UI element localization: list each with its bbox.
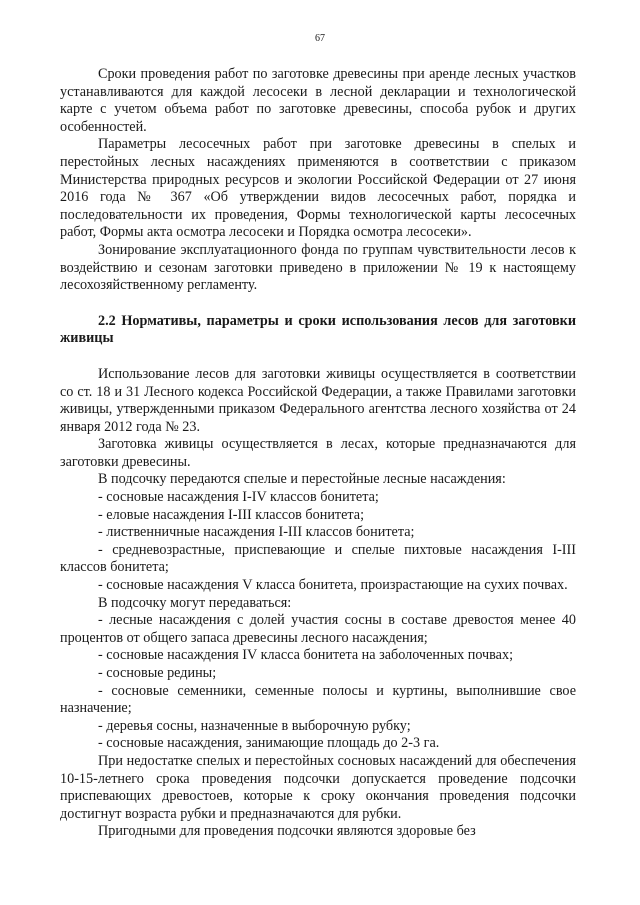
section-heading: 2.2 Нормативы, параметры и сроки использования лесов для заготовки живицы xyxy=(60,312,576,347)
list-item: - лиственничные насаждения I-III классов бонитета; xyxy=(98,524,415,541)
paragraph-shortage: При недостатке спелых и перестойных сосновых насаждений для обеспечения 10-15-летнего срока проведения подсочки допускается проведение подсочки приспевающих древостоев, которые к сроку окончания проведения подсочки достигнут возраста рубки и предназначаются для рубки. xyxy=(60,752,576,822)
list-item: - сосновые насаждения, занимающие площадь до 2-3 га. xyxy=(98,735,440,752)
list-item: - лесные насаждения с долей участия сосны в составе древостоя менее 40 процентов от общего запаса древесины лесного насаждения; xyxy=(60,612,576,646)
paragraph-resin-forests: Заготовка живицы осуществляется в лесах, которые предназначаются для заготовки древесины. xyxy=(60,436,576,470)
paragraph-logging-parameters: Параметры лесосечных работ при заготовке древесины в спелых и перестойных лесных насаждениях применяются в соответствии с приказом Министерства природных ресурсов и экологии Российской Федерации от 27 июня 2016 года № 367 «Об утверждении видов лесосечных работ, порядка и последовательности их проведения, Формы технологической карты лесосечных работ, Формы акта осмотра лесосеки и Порядка осмотра лесосеки». xyxy=(60,136,576,241)
page-number: 67 xyxy=(315,33,325,44)
list-item: - средневозрастные, приспевающие и спелые пихтовые насаждения I-III классов бонитета; xyxy=(60,541,576,576)
list-item: - сосновые насаждения V класса бонитета, произрастающие на сухих почвах. xyxy=(98,577,568,594)
list-item: - сосновые насаждения I-IV классов бонитета; xyxy=(98,489,379,506)
page-content xyxy=(60,66,576,841)
paragraph-resin-usage: Использование лесов для заготовки живицы осуществляется в соответствии со ст. 18 и 31 Лесного кодекса Российской Федерации, а также Правилами заготовки живицы, утвержденными приказом Федерального агентства лесного хозяйства от 24 января 2012 года № 23. xyxy=(60,365,576,435)
paragraph-tapping-intro: В подсочку передаются спелые и перестойные лесные насаждения: xyxy=(98,471,506,488)
paragraph-zoning: Зонирование эксплуатационного фонда по группам чувствительности лесов к воздействию и сезонам заготовки приведено в приложении № 19 к настоящему лесохозяйственному регламенту. xyxy=(60,241,576,294)
list-item: - сосновые семенники, семенные полосы и куртины, выполнившие свое назначение; xyxy=(60,682,576,717)
list-item: - сосновые редины; xyxy=(98,665,217,681)
list-item: - деревья сосны, назначенные в выборочную рубку; xyxy=(98,717,411,734)
paragraph-suitable-trees: Пригодными для проведения подсочки являются здоровые без xyxy=(98,823,476,840)
list-item: - еловые насаждения I-III классов бонитета; xyxy=(98,506,365,523)
paragraph-lease-terms: Сроки проведения работ по заготовке древесины при аренде лесных участков устанавливаются для каждой лесосеки в лесной декларации и технологической карте с учетом объема работ по заготовке древесины, способа рубок и других особенностей. xyxy=(60,66,576,135)
list-item: - сосновые насаждения IV класса бонитета на заболоченных почвах; xyxy=(98,647,514,664)
paragraph-optional-tapping: В подсочку могут передаваться: xyxy=(98,594,292,611)
